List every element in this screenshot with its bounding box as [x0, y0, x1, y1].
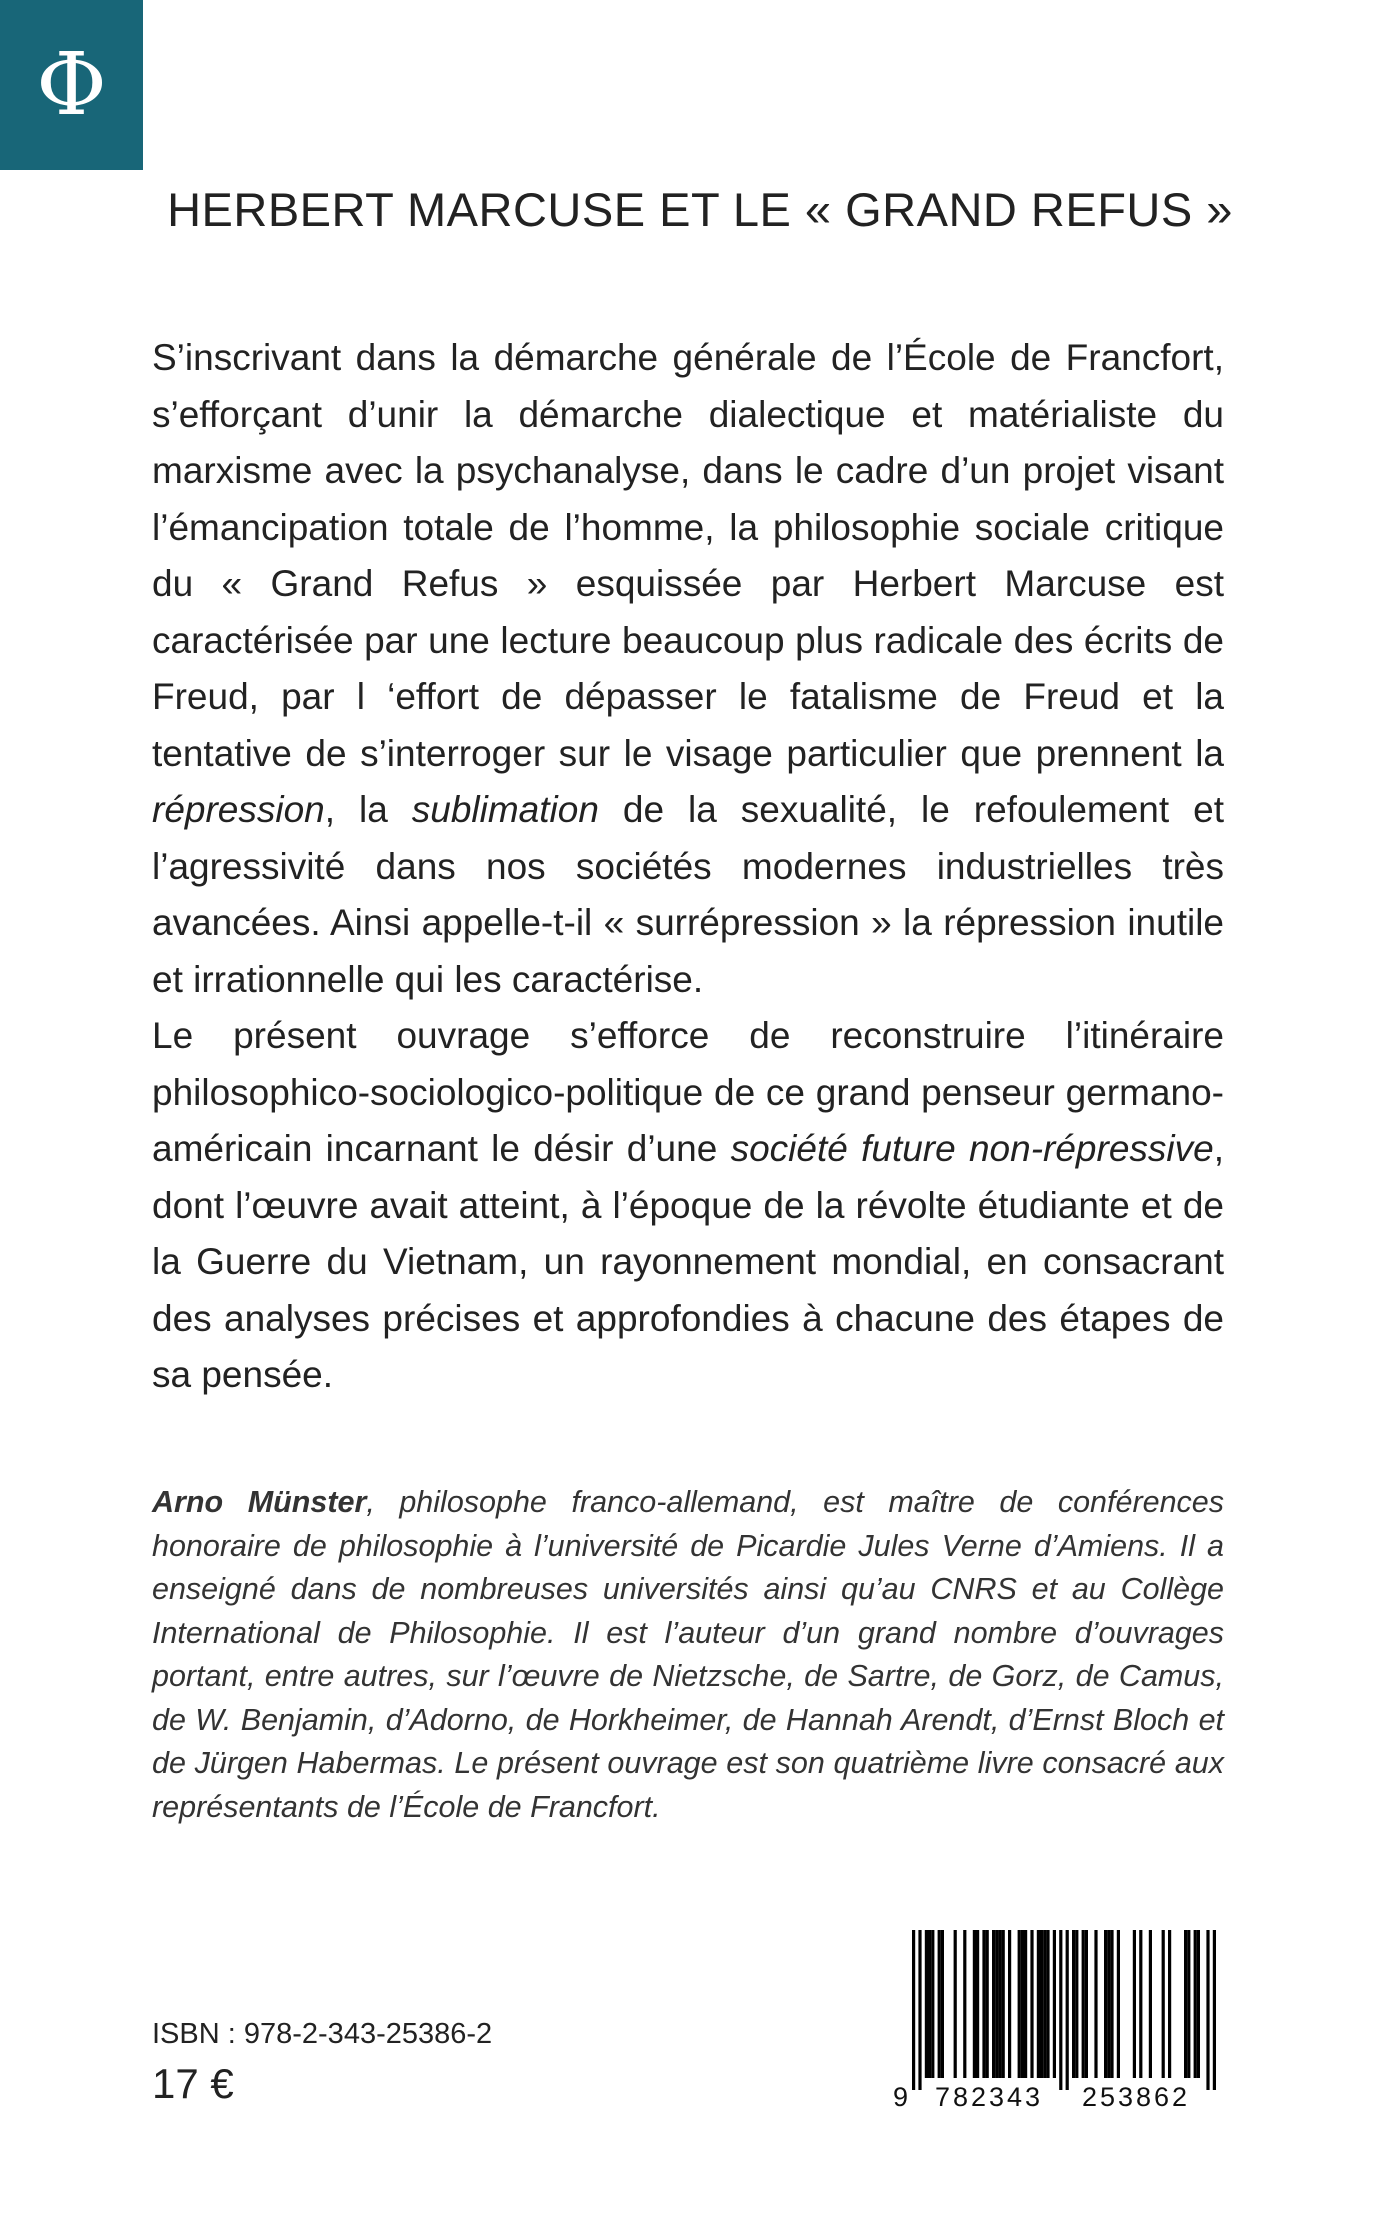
barcode-bar [1043, 1930, 1046, 2078]
barcode-first-digit: 9 [893, 2082, 909, 2112]
publisher-logo [0, 0, 143, 170]
barcode-bar [1046, 1930, 1049, 2078]
barcode-bar [1072, 1930, 1075, 2078]
barcode-bar [925, 1930, 928, 2078]
isbn: ISBN : 978-2-343-25386-2 [152, 2018, 493, 2050]
barcode-bar [1117, 1930, 1120, 2078]
barcode-bar [1066, 1930, 1069, 2090]
summary-paragraph-1: S’inscrivant dans la démarche générale de l’École de Francfort, s’efforçant d’unir la démarche dialectique et matérialiste du marxisme avec la psychanalyse, dans le cadre d’un projet visant l’émancipation totale de l’homme, la philosophie sociale critique du « Grand Refus » esquissée par Herbert Marcuse est caractérisée par une lecture beaucoup plus radicale des écrits de Freud, par l ‘effort de dépasser le fatalisme de Freud et la tentative de s’interroger sur le visage particulier que prennent la répression, la sublimation de la sexualité, le refoulement et l’agressivité dans nos sociétés modernes industrielles très avancées. Ainsi appelle-t-il « surrépression » la répression inutile et irrationnelle qui les caractérise. [152, 337, 1224, 1000]
barcode-bar [1040, 1930, 1043, 2078]
barcode-bar [1059, 1930, 1062, 2090]
barcode-bar [912, 1930, 915, 2090]
barcode-bar [982, 1930, 985, 2078]
author-name: Arno Münster [152, 1485, 367, 1519]
barcode-bar [1024, 1930, 1027, 2078]
barcode-left-digits: 782343 [934, 2082, 1044, 2112]
barcode-bar [1139, 1930, 1142, 2078]
barcode-bar [1082, 1930, 1085, 2078]
barcode-bar [1021, 1930, 1024, 2078]
barcode-bar [998, 1930, 1001, 2078]
summary-paragraph-2: Le présent ouvrage s’efforce de reconstruire l’itinéraire philosophico-sociologico-politique de ce grand penseur germano-américain incarnant le désir d’une société future non-répressive, dont l’œuvre avait atteint, à l’époque de la révolte étudiante et de la Guerre du Vietnam, un rayonnement mondial, en consacrant des analyses précises et approfondies à chacune des étapes de sa pensée. [152, 1015, 1224, 1395]
barcode-bar [1194, 1930, 1197, 2078]
barcode-bar [1002, 1930, 1005, 2078]
barcode-right-digits: 253862 [1081, 2082, 1191, 2112]
barcode-bar [1187, 1930, 1190, 2078]
author-bio [152, 1481, 1224, 1829]
barcode-bar [963, 1930, 966, 2078]
barcode-bar [995, 1930, 998, 2078]
barcode-bar [954, 1930, 957, 2078]
price: 17 € [152, 2060, 234, 2107]
barcode-bar [1037, 1930, 1040, 2078]
phi-icon: Φ [36, 35, 107, 135]
barcode-bar [1094, 1930, 1097, 2078]
barcode-bar [1008, 1930, 1011, 2078]
barcode-bar [1053, 1930, 1056, 2078]
barcode-bar [931, 1930, 934, 2078]
barcode-bar [1104, 1930, 1107, 2078]
barcode-bar [1075, 1930, 1078, 2078]
book-summary [152, 330, 1224, 1404]
barcode-bar [941, 1930, 944, 2078]
book-title: HERBERT MARCUSE ET LE « GRAND REFUS » [167, 183, 1233, 236]
barcode-bar [1168, 1930, 1171, 2078]
barcode-bar [1197, 1930, 1200, 2078]
barcode-bar [986, 1930, 989, 2078]
barcode-bar [1030, 1930, 1033, 2078]
barcode-bar [1213, 1930, 1216, 2090]
barcode-bar [976, 1930, 979, 2078]
barcode [890, 1930, 1225, 2112]
barcode-bar [1018, 1930, 1021, 2078]
barcode-bars [912, 1930, 1216, 2090]
barcode-bar [1184, 1930, 1187, 2078]
barcode-bar [1085, 1930, 1088, 2078]
barcode-bar [1162, 1930, 1165, 2078]
barcode-bar [938, 1930, 941, 2078]
barcode-bar [973, 1930, 976, 2078]
barcode-bar [928, 1930, 931, 2078]
barcode-bar [1133, 1930, 1136, 2078]
barcode-bar [992, 1930, 995, 2078]
author-bio-text: , philosophe franco-allemand, est maître de conférences honoraire de philosophie à l’université de Picardie Jules Verne d’Amiens. Il a enseigné dans de nombreuses universités ainsi qu’au CNRS et au Collège International de Philosophie. Il est l’auteur d’un grand nombre d’ouvrages portant, entre autres, sur l’œuvre de Nietzsche, de Sartre, de Gorz, de Camus, de W. Benjamin, d’Adorno, de Horkheimer, de Hannah Arendt, d’Ernst Bloch et de Jürgen Habermas. Le présent ouvrage est son quatrième livre consacré aux représentants de l’École de Francfort. [152, 1485, 1225, 1824]
barcode-bar [1149, 1930, 1152, 2078]
barcode-bar [918, 1930, 921, 2090]
barcode-bar [1107, 1930, 1110, 2078]
barcode-bar [1110, 1930, 1113, 2078]
barcode-bar [1206, 1930, 1209, 2090]
